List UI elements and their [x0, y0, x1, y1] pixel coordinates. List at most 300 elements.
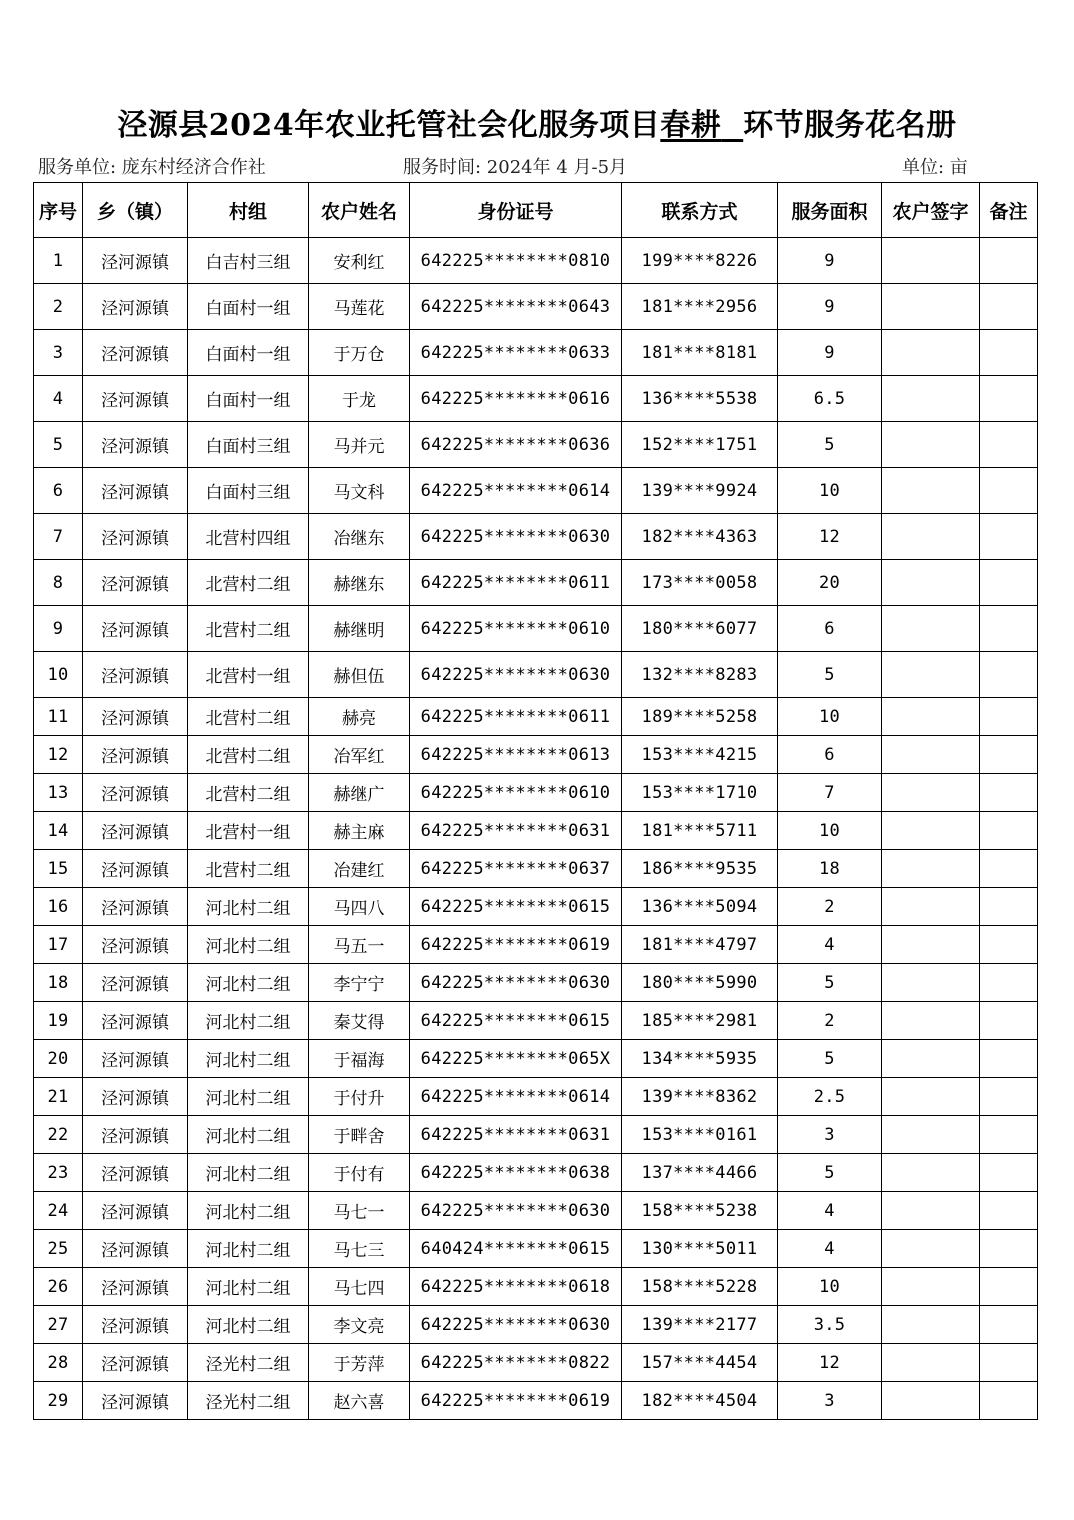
cell-township: 泾河源镇 — [83, 238, 188, 284]
cell-service-area: 10 — [778, 1268, 882, 1306]
table-row — [34, 1230, 1038, 1268]
header-phone: 联系方式 — [622, 183, 778, 238]
cell-service-area: 6 — [778, 736, 882, 774]
cell-phone: 136****5538 — [622, 376, 778, 422]
cell-seq: 15 — [34, 850, 83, 888]
title-suffix: 环节服务花名册 — [743, 108, 957, 143]
cell-phone: 180****5990 — [622, 964, 778, 1002]
header-id-number: 身份证号 — [410, 183, 622, 238]
cell-township: 泾河源镇 — [83, 1116, 188, 1154]
cell-service-area: 3 — [778, 1382, 882, 1420]
cell-remarks — [980, 1192, 1038, 1230]
cell-id-number: 642225********0636 — [410, 422, 622, 468]
cell-farmer-name: 马四八 — [309, 888, 410, 926]
cell-seq: 11 — [34, 698, 83, 736]
cell-id-number: 642225********0613 — [410, 736, 622, 774]
cell-farmer-name: 于付有 — [309, 1154, 410, 1192]
cell-village-group: 北营村一组 — [188, 812, 309, 850]
cell-farmer-signature — [882, 1078, 980, 1116]
cell-seq: 10 — [34, 652, 83, 698]
cell-village-group: 北营村二组 — [188, 698, 309, 736]
cell-remarks — [980, 514, 1038, 560]
table-row — [34, 888, 1038, 926]
cell-farmer-name: 于福海 — [309, 1040, 410, 1078]
cell-seq: 20 — [34, 1040, 83, 1078]
table-row — [34, 652, 1038, 698]
cell-seq: 1 — [34, 238, 83, 284]
cell-id-number: 642225********0630 — [410, 652, 622, 698]
cell-remarks — [980, 1230, 1038, 1268]
cell-seq: 9 — [34, 606, 83, 652]
cell-service-area: 2 — [778, 1002, 882, 1040]
table-row — [34, 1382, 1038, 1420]
table-row — [34, 736, 1038, 774]
table-row — [34, 1306, 1038, 1344]
cell-farmer-name: 赵六喜 — [309, 1382, 410, 1420]
roster-body — [34, 238, 1038, 1420]
cell-farmer-name: 于龙 — [309, 376, 410, 422]
cell-phone: 182****4363 — [622, 514, 778, 560]
cell-farmer-signature — [882, 1002, 980, 1040]
cell-farmer-signature — [882, 1192, 980, 1230]
cell-remarks — [980, 850, 1038, 888]
cell-farmer-signature — [882, 698, 980, 736]
cell-farmer-signature — [882, 284, 980, 330]
cell-farmer-name: 李宁宁 — [309, 964, 410, 1002]
cell-service-area: 5 — [778, 1040, 882, 1078]
cell-township: 泾河源镇 — [83, 888, 188, 926]
cell-seq: 5 — [34, 422, 83, 468]
cell-id-number: 642225********0631 — [410, 1116, 622, 1154]
cell-farmer-signature — [882, 812, 980, 850]
cell-phone: 139****9924 — [622, 468, 778, 514]
cell-village-group: 北营村二组 — [188, 850, 309, 888]
cell-township: 泾河源镇 — [83, 1002, 188, 1040]
cell-phone: 139****8362 — [622, 1078, 778, 1116]
cell-village-group: 北营村四组 — [188, 514, 309, 560]
cell-remarks — [980, 284, 1038, 330]
cell-farmer-signature — [882, 330, 980, 376]
cell-village-group: 河北村二组 — [188, 1306, 309, 1344]
cell-id-number: 642225********0810 — [410, 238, 622, 284]
cell-farmer-signature — [882, 1116, 980, 1154]
cell-farmer-signature — [882, 1154, 980, 1192]
cell-service-area: 4 — [778, 926, 882, 964]
cell-village-group: 河北村二组 — [188, 1230, 309, 1268]
cell-phone: 158****5228 — [622, 1268, 778, 1306]
cell-service-area: 10 — [778, 812, 882, 850]
cell-service-area: 5 — [778, 964, 882, 1002]
cell-farmer-signature — [882, 560, 980, 606]
cell-remarks — [980, 774, 1038, 812]
cell-farmer-name: 赫继明 — [309, 606, 410, 652]
cell-township: 泾河源镇 — [83, 560, 188, 606]
cell-phone: 173****0058 — [622, 560, 778, 606]
header-remarks: 备注 — [980, 183, 1038, 238]
cell-farmer-name: 于畔舍 — [309, 1116, 410, 1154]
cell-township: 泾河源镇 — [83, 1344, 188, 1382]
table-row — [34, 560, 1038, 606]
header-township: 乡（镇） — [83, 183, 188, 238]
table-row — [34, 774, 1038, 812]
table-row — [34, 606, 1038, 652]
cell-remarks — [980, 606, 1038, 652]
cell-township: 泾河源镇 — [83, 606, 188, 652]
cell-seq: 25 — [34, 1230, 83, 1268]
header-row — [34, 183, 1038, 238]
cell-remarks — [980, 1382, 1038, 1420]
cell-farmer-name: 于万仓 — [309, 330, 410, 376]
header-village-group: 村组 — [188, 183, 309, 238]
cell-seq: 4 — [34, 376, 83, 422]
cell-remarks — [980, 560, 1038, 606]
table-row — [34, 514, 1038, 560]
cell-township: 泾河源镇 — [83, 812, 188, 850]
cell-village-group: 河北村二组 — [188, 1002, 309, 1040]
cell-village-group: 河北村二组 — [188, 888, 309, 926]
cell-service-area: 5 — [778, 422, 882, 468]
cell-phone: 181****5711 — [622, 812, 778, 850]
cell-seq: 16 — [34, 888, 83, 926]
cell-village-group: 白面村一组 — [188, 330, 309, 376]
cell-remarks — [980, 468, 1038, 514]
cell-id-number: 642225********0614 — [410, 1078, 622, 1116]
cell-farmer-name: 安利红 — [309, 238, 410, 284]
table-row — [34, 1040, 1038, 1078]
table-row — [34, 1344, 1038, 1382]
cell-farmer-signature — [882, 422, 980, 468]
cell-phone: 137****4466 — [622, 1154, 778, 1192]
title-underline-gap — [721, 108, 743, 143]
cell-service-area: 5 — [778, 652, 882, 698]
cell-remarks — [980, 1040, 1038, 1078]
cell-village-group: 泾光村二组 — [188, 1382, 309, 1420]
service-time: 服务时间: 2024年 4 月-5月 — [403, 157, 628, 178]
cell-id-number: 642225********0643 — [410, 284, 622, 330]
cell-remarks — [980, 698, 1038, 736]
cell-township: 泾河源镇 — [83, 468, 188, 514]
cell-township: 泾河源镇 — [83, 850, 188, 888]
cell-phone: 185****2981 — [622, 1002, 778, 1040]
cell-farmer-signature — [882, 238, 980, 284]
cell-seq: 29 — [34, 1382, 83, 1420]
cell-seq: 18 — [34, 964, 83, 1002]
cell-service-area: 3.5 — [778, 1306, 882, 1344]
cell-village-group: 北营村二组 — [188, 560, 309, 606]
cell-farmer-name: 赫亮 — [309, 698, 410, 736]
cell-remarks — [980, 422, 1038, 468]
cell-id-number: 640424********0615 — [410, 1230, 622, 1268]
cell-farmer-name: 马莲花 — [309, 284, 410, 330]
cell-farmer-name: 于付升 — [309, 1078, 410, 1116]
table-row — [34, 468, 1038, 514]
cell-phone: 139****2177 — [622, 1306, 778, 1344]
cell-id-number: 642225********0630 — [410, 514, 622, 560]
cell-phone: 186****9535 — [622, 850, 778, 888]
cell-phone: 181****8181 — [622, 330, 778, 376]
cell-village-group: 河北村二组 — [188, 926, 309, 964]
table-row — [34, 376, 1038, 422]
cell-id-number: 642225********0614 — [410, 468, 622, 514]
cell-service-area: 10 — [778, 468, 882, 514]
cell-service-area: 2.5 — [778, 1078, 882, 1116]
cell-service-area: 9 — [778, 284, 882, 330]
area-unit: 单位: 亩 — [902, 157, 968, 178]
cell-township: 泾河源镇 — [83, 284, 188, 330]
cell-village-group: 河北村二组 — [188, 1078, 309, 1116]
cell-village-group: 白面村三组 — [188, 468, 309, 514]
table-row — [34, 1116, 1038, 1154]
cell-farmer-signature — [882, 606, 980, 652]
cell-seq: 21 — [34, 1078, 83, 1116]
table-row — [34, 1268, 1038, 1306]
cell-seq: 8 — [34, 560, 83, 606]
cell-remarks — [980, 1268, 1038, 1306]
table-row — [34, 964, 1038, 1002]
cell-phone: 157****4454 — [622, 1344, 778, 1382]
cell-village-group: 北营村二组 — [188, 606, 309, 652]
cell-township: 泾河源镇 — [83, 1040, 188, 1078]
cell-seq: 23 — [34, 1154, 83, 1192]
cell-village-group: 北营村二组 — [188, 774, 309, 812]
cell-service-area: 6 — [778, 606, 882, 652]
cell-id-number: 642225********0619 — [410, 1382, 622, 1420]
cell-village-group: 北营村二组 — [188, 736, 309, 774]
cell-seq: 6 — [34, 468, 83, 514]
cell-farmer-name: 赫继东 — [309, 560, 410, 606]
cell-farmer-signature — [882, 1306, 980, 1344]
cell-seq: 14 — [34, 812, 83, 850]
cell-id-number: 642225********0637 — [410, 850, 622, 888]
table-row — [34, 1192, 1038, 1230]
cell-id-number: 642225********0638 — [410, 1154, 622, 1192]
cell-remarks — [980, 888, 1038, 926]
cell-farmer-name: 马七一 — [309, 1192, 410, 1230]
table-row — [34, 422, 1038, 468]
cell-remarks — [980, 1078, 1038, 1116]
roster-table — [33, 182, 1038, 1420]
cell-village-group: 河北村二组 — [188, 1116, 309, 1154]
cell-phone: 180****6077 — [622, 606, 778, 652]
cell-village-group: 泾光村二组 — [188, 1344, 309, 1382]
cell-farmer-name: 马七三 — [309, 1230, 410, 1268]
cell-seq: 2 — [34, 284, 83, 330]
cell-phone: 181****2956 — [622, 284, 778, 330]
cell-township: 泾河源镇 — [83, 1154, 188, 1192]
cell-phone: 130****5011 — [622, 1230, 778, 1268]
table-row — [34, 284, 1038, 330]
cell-service-area: 5 — [778, 1154, 882, 1192]
cell-farmer-signature — [882, 376, 980, 422]
cell-id-number: 642225********0631 — [410, 812, 622, 850]
cell-id-number: 642225********0610 — [410, 606, 622, 652]
cell-remarks — [980, 964, 1038, 1002]
cell-farmer-name: 冶继东 — [309, 514, 410, 560]
table-row — [34, 1154, 1038, 1192]
cell-id-number: 642225********0611 — [410, 560, 622, 606]
cell-service-area: 12 — [778, 1344, 882, 1382]
cell-village-group: 白吉村三组 — [188, 238, 309, 284]
cell-farmer-name: 李文亮 — [309, 1306, 410, 1344]
cell-phone: 132****8283 — [622, 652, 778, 698]
cell-id-number: 642225********0616 — [410, 376, 622, 422]
table-row — [34, 1002, 1038, 1040]
cell-phone: 158****5238 — [622, 1192, 778, 1230]
cell-farmer-name: 秦艾得 — [309, 1002, 410, 1040]
cell-seq: 17 — [34, 926, 83, 964]
title-stage: 春耕 — [660, 108, 722, 143]
cell-seq: 7 — [34, 514, 83, 560]
cell-remarks — [980, 1002, 1038, 1040]
cell-village-group: 白面村一组 — [188, 284, 309, 330]
table-row — [34, 1078, 1038, 1116]
header-farmer-name: 农户姓名 — [309, 183, 410, 238]
cell-farmer-signature — [882, 736, 980, 774]
cell-phone: 181****4797 — [622, 926, 778, 964]
cell-farmer-signature — [882, 774, 980, 812]
table-row — [34, 926, 1038, 964]
cell-phone: 153****1710 — [622, 774, 778, 812]
cell-township: 泾河源镇 — [83, 698, 188, 736]
cell-phone: 199****8226 — [622, 238, 778, 284]
cell-farmer-signature — [882, 1344, 980, 1382]
cell-service-area: 4 — [778, 1192, 882, 1230]
cell-remarks — [980, 1154, 1038, 1192]
cell-remarks — [980, 652, 1038, 698]
cell-farmer-name: 于芳萍 — [309, 1344, 410, 1382]
header-seq: 序号 — [34, 183, 83, 238]
cell-id-number: 642225********065X — [410, 1040, 622, 1078]
cell-id-number: 642225********0611 — [410, 698, 622, 736]
table-row — [34, 698, 1038, 736]
cell-service-area: 4 — [778, 1230, 882, 1268]
cell-farmer-name: 马五一 — [309, 926, 410, 964]
cell-township: 泾河源镇 — [83, 1382, 188, 1420]
cell-phone: 153****0161 — [622, 1116, 778, 1154]
cell-service-area: 10 — [778, 698, 882, 736]
cell-farmer-signature — [882, 1382, 980, 1420]
cell-service-area: 3 — [778, 1116, 882, 1154]
cell-seq: 19 — [34, 1002, 83, 1040]
cell-service-area: 7 — [778, 774, 882, 812]
cell-service-area: 12 — [778, 514, 882, 560]
cell-farmer-signature — [882, 468, 980, 514]
cell-service-area: 18 — [778, 850, 882, 888]
cell-phone: 182****4504 — [622, 1382, 778, 1420]
page-title — [0, 100, 1074, 144]
cell-phone: 153****4215 — [622, 736, 778, 774]
cell-farmer-name: 马文科 — [309, 468, 410, 514]
cell-remarks — [980, 736, 1038, 774]
cell-seq: 3 — [34, 330, 83, 376]
cell-seq: 26 — [34, 1268, 83, 1306]
cell-id-number: 642225********0610 — [410, 774, 622, 812]
cell-village-group: 河北村二组 — [188, 1268, 309, 1306]
cell-village-group: 河北村二组 — [188, 1154, 309, 1192]
cell-remarks — [980, 1344, 1038, 1382]
cell-id-number: 642225********0630 — [410, 1192, 622, 1230]
cell-village-group: 河北村二组 — [188, 1040, 309, 1078]
cell-township: 泾河源镇 — [83, 376, 188, 422]
cell-township: 泾河源镇 — [83, 964, 188, 1002]
cell-remarks — [980, 330, 1038, 376]
cell-service-area: 20 — [778, 560, 882, 606]
cell-remarks — [980, 376, 1038, 422]
cell-phone: 134****5935 — [622, 1040, 778, 1078]
cell-township: 泾河源镇 — [83, 926, 188, 964]
cell-farmer-name: 赫继广 — [309, 774, 410, 812]
cell-farmer-signature — [882, 888, 980, 926]
cell-service-area: 6.5 — [778, 376, 882, 422]
cell-remarks — [980, 1116, 1038, 1154]
cell-township: 泾河源镇 — [83, 1078, 188, 1116]
cell-township: 泾河源镇 — [83, 514, 188, 560]
cell-township: 泾河源镇 — [83, 1306, 188, 1344]
cell-village-group: 河北村二组 — [188, 1192, 309, 1230]
cell-phone: 152****1751 — [622, 422, 778, 468]
cell-remarks — [980, 1306, 1038, 1344]
cell-id-number: 642225********0618 — [410, 1268, 622, 1306]
cell-farmer-name: 冶建红 — [309, 850, 410, 888]
cell-township: 泾河源镇 — [83, 1230, 188, 1268]
cell-id-number: 642225********0615 — [410, 1002, 622, 1040]
cell-remarks — [980, 926, 1038, 964]
cell-remarks — [980, 238, 1038, 284]
cell-seq: 22 — [34, 1116, 83, 1154]
cell-farmer-name: 冶军红 — [309, 736, 410, 774]
cell-farmer-signature — [882, 926, 980, 964]
cell-township: 泾河源镇 — [83, 774, 188, 812]
table-row — [34, 238, 1038, 284]
cell-seq: 27 — [34, 1306, 83, 1344]
cell-township: 泾河源镇 — [83, 1192, 188, 1230]
cell-service-area: 9 — [778, 238, 882, 284]
cell-id-number: 642225********0630 — [410, 1306, 622, 1344]
cell-village-group: 北营村一组 — [188, 652, 309, 698]
cell-farmer-signature — [882, 514, 980, 560]
header-farmer-signature: 农户签字 — [882, 183, 980, 238]
cell-id-number: 642225********0615 — [410, 888, 622, 926]
cell-village-group: 白面村一组 — [188, 376, 309, 422]
cell-farmer-signature — [882, 1268, 980, 1306]
cell-farmer-signature — [882, 1230, 980, 1268]
cell-service-area: 2 — [778, 888, 882, 926]
table-row — [34, 812, 1038, 850]
title-main: 泾源县2024年农业托管社会化服务项目 — [117, 108, 661, 143]
header-service-area: 服务面积 — [778, 183, 882, 238]
cell-id-number: 642225********0619 — [410, 926, 622, 964]
cell-phone: 189****5258 — [622, 698, 778, 736]
cell-id-number: 642225********0630 — [410, 964, 622, 1002]
cell-farmer-name: 马并元 — [309, 422, 410, 468]
cell-farmer-name: 赫但伍 — [309, 652, 410, 698]
cell-township: 泾河源镇 — [83, 1268, 188, 1306]
cell-farmer-signature — [882, 850, 980, 888]
cell-farmer-signature — [882, 964, 980, 1002]
cell-remarks — [980, 812, 1038, 850]
cell-seq: 12 — [34, 736, 83, 774]
cell-service-area: 9 — [778, 330, 882, 376]
cell-village-group: 河北村二组 — [188, 964, 309, 1002]
cell-seq: 24 — [34, 1192, 83, 1230]
table-row — [34, 850, 1038, 888]
cell-township: 泾河源镇 — [83, 736, 188, 774]
cell-village-group: 白面村三组 — [188, 422, 309, 468]
cell-seq: 13 — [34, 774, 83, 812]
table-row — [34, 330, 1038, 376]
cell-id-number: 642225********0633 — [410, 330, 622, 376]
cell-seq: 28 — [34, 1344, 83, 1382]
